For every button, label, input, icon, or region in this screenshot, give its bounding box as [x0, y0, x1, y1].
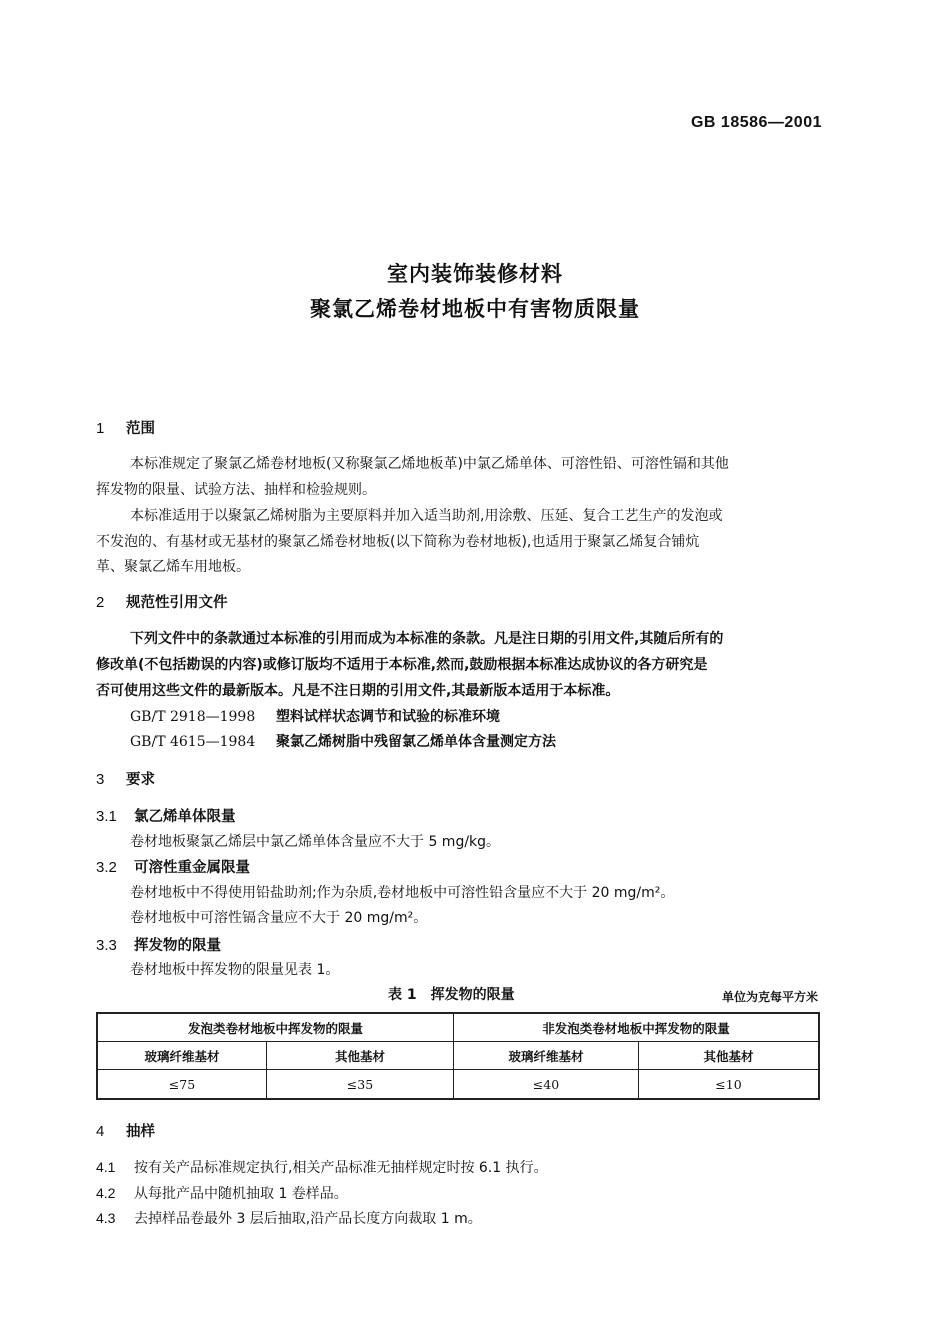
- paragraph-line: 挥发物的限量、试验方法、抽样和检验规则。: [96, 482, 376, 498]
- table-cell: ≤10: [639, 1070, 820, 1100]
- paragraph-line: 卷材地板中不得使用铅盐助剂;作为杂质,卷材地板中可溶性铅含量应不大于 20 mg/m²。: [130, 885, 675, 901]
- table-unit: 单位为克每平方米: [721, 990, 818, 1004]
- paragraph-line: 本标准规定了聚氯乙烯卷材地板(又称聚氯乙烯地板革)中氯乙烯单体、可溶性铅、可溶性镉和其他: [130, 456, 729, 472]
- section-2-heading: [96, 591, 228, 612]
- clause-number: 4.2: [96, 1185, 116, 1201]
- sub-header: 玻璃纤维基材: [97, 1042, 267, 1070]
- group-header: 非发泡类卷材地板中挥发物的限量: [454, 1013, 820, 1042]
- section-number: 1: [96, 420, 105, 437]
- sub-header: 其他基材: [639, 1042, 820, 1070]
- paragraph-line: 修改单(不包括勘误的内容)或修订版均不适用于本标准,然而,鼓励根据本标准达成协议的各方研究是: [96, 657, 708, 673]
- reference-2: [130, 730, 556, 755]
- subsection-number: 3.1: [96, 808, 117, 825]
- reference-code: GB/T 2918—1998: [130, 709, 256, 725]
- volatiles-table: [96, 1012, 820, 1100]
- paragraph-line: 卷材地板中可溶性镉含量应不大于 20 mg/m²。: [130, 910, 428, 926]
- sub-header: 玻璃纤维基材: [454, 1042, 639, 1070]
- section-1-heading: [96, 417, 155, 438]
- table-row: [97, 1013, 819, 1042]
- clause-number: 4.3: [96, 1210, 116, 1226]
- subsection-3-1-heading: [96, 805, 236, 826]
- table-row: [97, 1070, 819, 1100]
- paragraph-line: 卷材地板聚氯乙烯层中氯乙烯单体含量应不大于 5 mg/kg。: [130, 834, 501, 850]
- paragraph-line: 下列文件中的条款通过本标准的引用而成为本标准的条款。凡是注日期的引用文件,其随后所有的: [130, 631, 724, 647]
- section-title: 要求: [126, 772, 155, 788]
- table-caption: 表 1 挥发物的限量: [388, 987, 515, 1003]
- reference-title: 聚氯乙烯树脂中残留氯乙烯单体含量测定方法: [276, 734, 556, 750]
- reference-code: GB/T 4615—1984: [130, 734, 256, 750]
- title-line-2: 聚氯乙烯卷材地板中有害物质限量: [310, 297, 640, 321]
- section-4-heading: [96, 1120, 155, 1141]
- table-cell: ≤75: [97, 1070, 267, 1100]
- paragraph-line: 革、聚氯乙烯车用地板。: [96, 559, 250, 575]
- table-cell: ≤40: [454, 1070, 639, 1100]
- group-header: 发泡类卷材地板中挥发物的限量: [97, 1013, 454, 1042]
- clause-text: 去掉样品卷最外 3 层后抽取,沿产品长度方向裁取 1 m。: [134, 1211, 482, 1227]
- paragraph-line: 不发泡的、有基材或无基材的聚氯乙烯卷材地板(以下简称为卷材地板),也适用于聚氯乙烯复合铺炕: [96, 534, 700, 550]
- clause-4-2: [96, 1181, 348, 1207]
- subsection-title: 可溶性重金属限量: [134, 860, 250, 876]
- section-3-heading: [96, 768, 155, 789]
- sub-header: 其他基材: [267, 1042, 454, 1070]
- reference-title: 塑料试样状态调节和试验的标准环境: [276, 709, 500, 725]
- clause-4-3: [96, 1206, 482, 1232]
- clause-4-1: [96, 1155, 548, 1181]
- clause-text: 按有关产品标准规定执行,相关产品标准无抽样规定时按 6.1 执行。: [134, 1160, 548, 1176]
- section-number: 2: [96, 594, 105, 611]
- paragraph-line: 卷材地板中挥发物的限量见表 1。: [130, 962, 340, 978]
- clause-text: 从每批产品中随机抽取 1 卷样品。: [134, 1186, 348, 1202]
- subsection-3-2-heading: [96, 856, 250, 877]
- paragraph-line: 否可使用这些文件的最新版本。凡是不注日期的引用文件,其最新版本适用于本标准。: [96, 683, 620, 699]
- section-title: 范围: [126, 421, 155, 437]
- section-title: 规范性引用文件: [126, 595, 228, 611]
- section-number: 4: [96, 1123, 105, 1140]
- paragraph-line: 本标准适用于以聚氯乙烯树脂为主要原料并加入适当助剂,用涂敷、压延、复合工艺生产的发泡或: [130, 508, 723, 524]
- standard-code: GB 18586—2001: [690, 114, 822, 131]
- subsection-number: 3.3: [96, 937, 117, 954]
- subsection-3-3-heading: [96, 934, 221, 955]
- subsection-title: 挥发物的限量: [134, 938, 221, 954]
- section-number: 3: [96, 771, 105, 788]
- subsection-number: 3.2: [96, 859, 117, 876]
- reference-1: [130, 705, 500, 730]
- table-row: [97, 1042, 819, 1070]
- clause-number: 4.1: [96, 1159, 116, 1175]
- table-cell: ≤35: [267, 1070, 454, 1100]
- title-line-1: 室内装饰装修材料: [387, 262, 563, 286]
- subsection-title: 氯乙烯单体限量: [134, 809, 236, 825]
- section-title: 抽样: [126, 1124, 155, 1140]
